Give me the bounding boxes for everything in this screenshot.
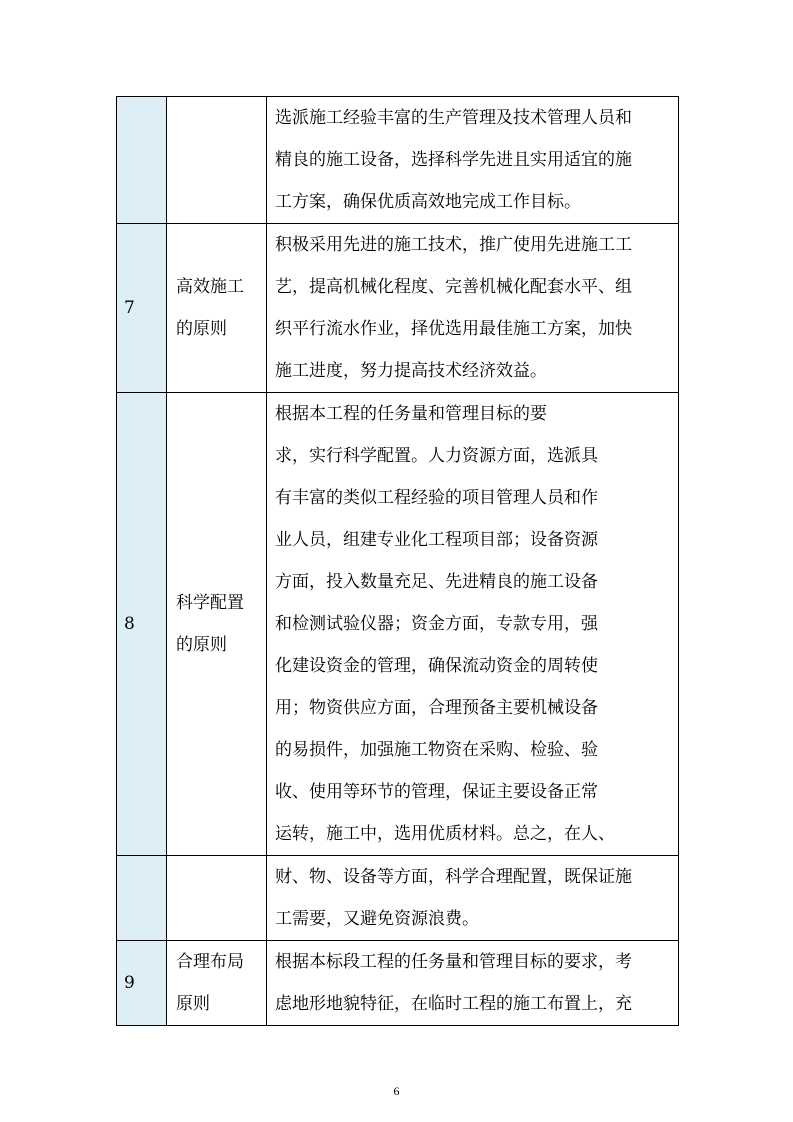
content-line: 有丰富的类似工程经验的项目管理人员和作 xyxy=(275,488,598,508)
principle-name-cell xyxy=(167,224,267,393)
principle-content-cell xyxy=(267,224,679,393)
row-number-cell xyxy=(117,856,167,941)
principle-name-line: 高效施工 xyxy=(176,277,244,297)
content-line: 根据本标段工程的任务量和管理目标的要求，考 xyxy=(275,952,632,972)
content-line: 虑地形地貌特征，在临时工程的施工布置上，充 xyxy=(275,994,632,1014)
principle-name-line: 原则 xyxy=(176,994,210,1014)
content-line: 根据本工程的任务量和管理目标的要 xyxy=(275,404,547,424)
content-line: 的易损件，加强施工物资在采购、检验、验 xyxy=(275,740,598,760)
row-number: 7 xyxy=(124,298,135,318)
principle-content-cell xyxy=(267,941,679,1026)
row-number-cell xyxy=(117,941,167,1026)
principle-name-line: 的原则 xyxy=(176,319,227,339)
row-number-cell xyxy=(117,97,167,224)
principle-content-cell xyxy=(267,856,679,941)
principle-name-line: 合理布局 xyxy=(176,952,244,972)
table-row xyxy=(117,393,679,856)
row-number-cell xyxy=(117,224,167,393)
table-row xyxy=(117,941,679,1026)
content-line: 精良的施工设备，选择科学先进且实用适宜的施 xyxy=(275,150,632,170)
content-line: 业人员，组建专业化工程项目部；设备资源 xyxy=(275,530,598,550)
content-line: 积极采用先进的施工技术，推广使用先进施工工 xyxy=(275,235,632,255)
content-line: 财、物、设备等方面，科学合理配置，既保证施 xyxy=(275,867,632,887)
table-row xyxy=(117,224,679,393)
table-row xyxy=(117,97,679,224)
principle-content-cell xyxy=(267,393,679,856)
content-line: 方面，投入数量充足、先进精良的施工设备 xyxy=(275,572,598,592)
principles-table xyxy=(116,96,679,1026)
page-number: 6 xyxy=(393,1084,400,1098)
content-line: 用；物资供应方面，合理预备主要机械设备 xyxy=(275,698,598,718)
row-number: 9 xyxy=(124,973,135,993)
principle-name-cell xyxy=(167,856,267,941)
content-line: 织平行流水作业，择优选用最佳施工方案，加快 xyxy=(275,319,632,339)
content-line: 和检测试验仪器；资金方面，专款专用，强 xyxy=(275,614,598,634)
principle-name-cell xyxy=(167,393,267,856)
content-line: 选派施工经验丰富的生产管理及技术管理人员和 xyxy=(275,108,632,128)
content-line: 艺，提高机械化程度、完善机械化配套水平、组 xyxy=(275,277,632,297)
content-line: 工需要，又避免资源浪费。 xyxy=(275,909,479,929)
content-line: 施工进度，努力提高技术经济效益。 xyxy=(275,361,547,381)
principle-name-line: 科学配置 xyxy=(176,593,244,613)
content-line: 求，实行科学配置。人力资源方面，选派具 xyxy=(275,446,598,466)
content-line: 运转，施工中，选用优质材料。总之，在人、 xyxy=(275,824,615,844)
row-number: 8 xyxy=(124,614,135,634)
principle-name-cell xyxy=(167,941,267,1026)
principle-name-cell xyxy=(167,97,267,224)
row-number-cell xyxy=(117,393,167,856)
content-line: 工方案，确保优质高效地完成工作目标。 xyxy=(275,192,581,212)
content-line: 化建设资金的管理，确保流动资金的周转使 xyxy=(275,656,598,676)
principle-content-cell xyxy=(267,97,679,224)
principle-name-line: 的原则 xyxy=(176,635,227,655)
table-row xyxy=(117,856,679,941)
content-line: 收、使用等环节的管理，保证主要设备正常 xyxy=(275,782,598,802)
